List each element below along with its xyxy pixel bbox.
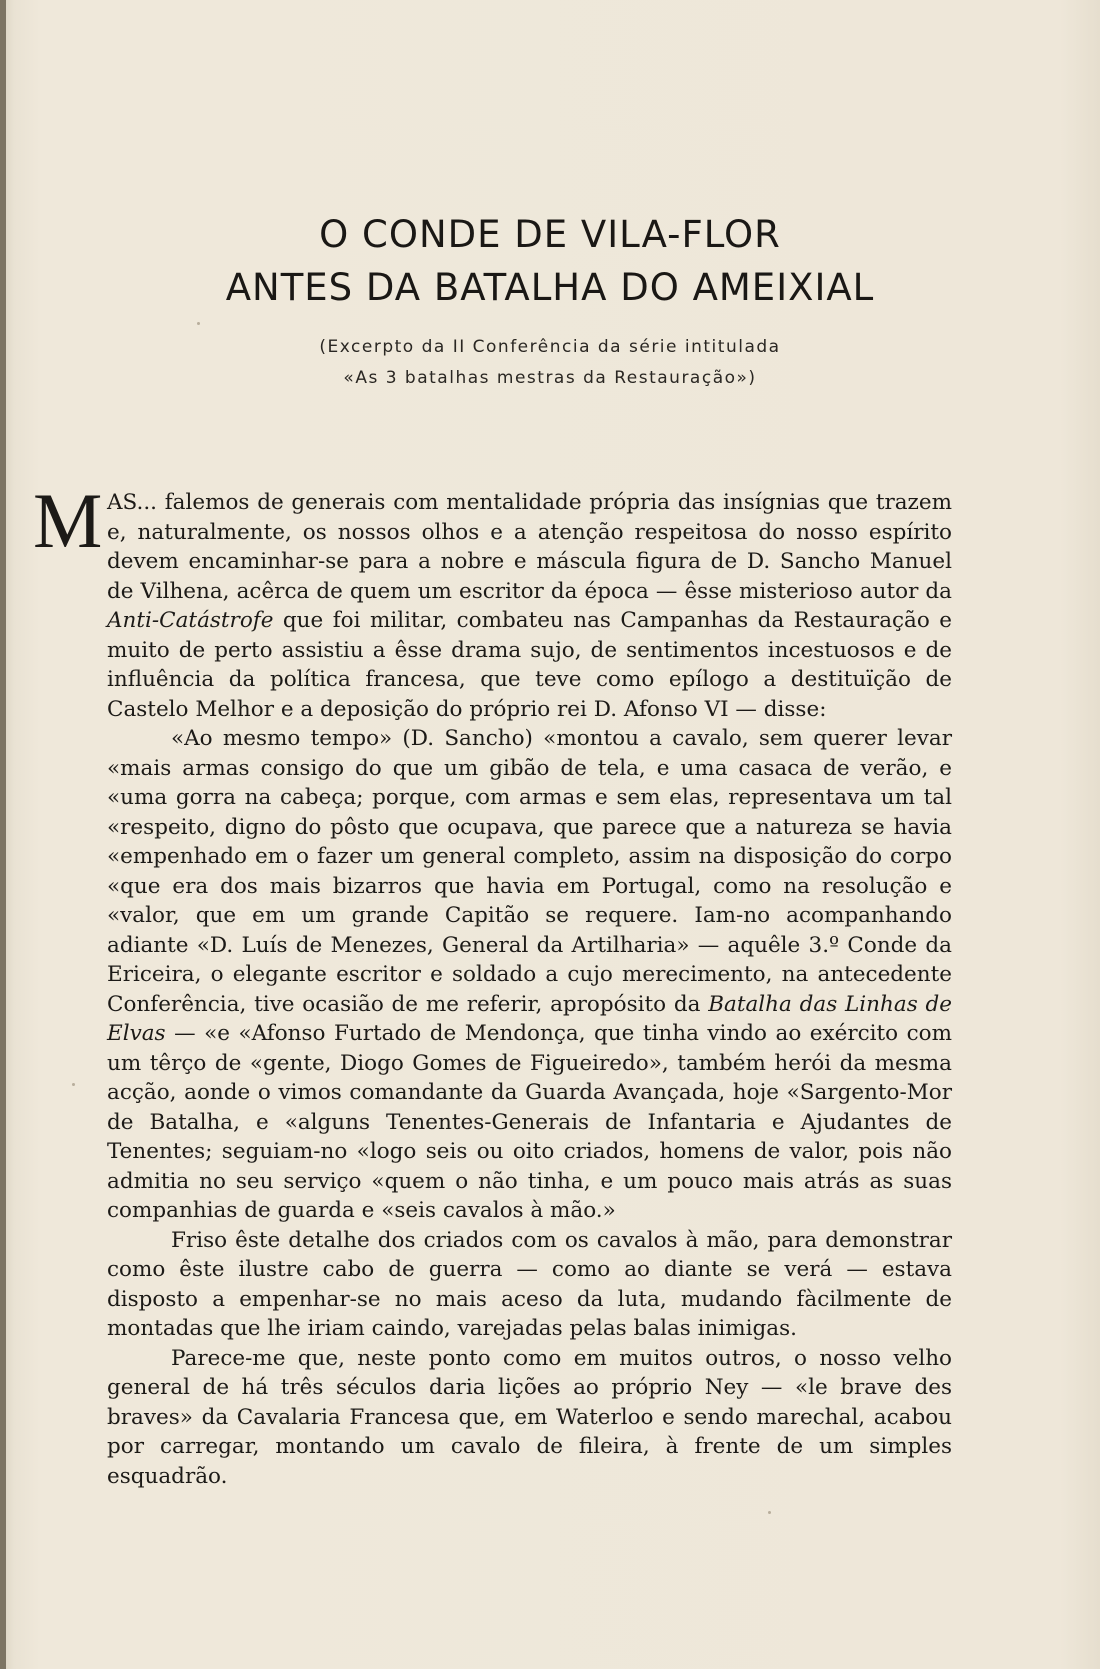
paragraph-1 [33, 477, 952, 724]
paper-speck [768, 1511, 771, 1514]
article-title-line-2: ANTES DA BATALHA DO AMEIXIAL [225, 266, 875, 309]
article-title-line-1: O CONDE DE VILA-FLOR [319, 213, 781, 256]
paragraph-2-italic-title: Batalha das Linhas de Elvas [107, 991, 952, 1046]
paragraph-4: Parece-me que, neste ponto como em muitos outros, o nosso velho general de há três séculos daria lições ao próprio Ney — «le brave des braves» da Cavalaria Francesa que, em Waterloo e sendo marechal, acabou por carregar, montando um cavalo de fileira, à frente de um simples esquadrão. [107, 1345, 952, 1489]
paragraph-2-tail: — «e «Afonso Furtado de Mendonça, que tinha vindo ao exército com um têrço de «gente, Diogo Gomes de Figueiredo», também herói da mesma acção, aonde o vimos comandante da Guarda Avançada, hoje «Sargento-Mor de Batalha, e «alguns Tenentes-Generais de Infantaria e Ajudantes de Tenentes; seguiam-no «logo seis ou oito criados, homens de valor, pois não admitia no seu serviço «quem o não tinha, e um pouco mais atrás as suas companhias de guarda e «seis cavalos à mão.» [107, 1021, 952, 1223]
paper-speck [197, 322, 200, 325]
paragraph-1-lead: AS... falemos de generais com mentalidade própria das insígnias que trazem e, naturalmente, os nossos olhos e a atenção respeitosa do nosso espírito devem encaminhar-se para a nobre e máscula figura de D. Sancho Manuel de Vilhena, acêrca de quem um escritor da época — êsse misterioso autor da [107, 490, 952, 604]
paragraph-1-italic-title: Anti-Catástrofe [107, 608, 274, 633]
paper-speck [72, 1083, 75, 1086]
paragraph-3: Friso êste detalhe dos criados com os cavalos à mão, para demonstrar como êste ilustre cabo de guerra — como ao diante se verá — estava disposto a empenhar-se no mais aceso da luta, mudando fàcilmente de montadas que lhe iriam caindo, varejadas pelas balas inimigas. [107, 1227, 952, 1341]
paragraph-2-lead: «Ao mesmo tempo» (D. Sancho) «montou a cavalo, sem querer levar «mais armas consigo do que um gibão de tela, e uma casaca de verão, e «uma gorra na cabeça; porque, com armas e sem elas, representava um tal «respeito, digno do pôsto que ocupava, que parece que a natureza se havia «empenhado em o fazer um general completo, assim na disposição do corpo «que era dos mais bizarros que havia em Portugal, como na resolução e «valor, que em um grande Capitão se requere. Iam-no acompanhando adiante «D. Luís de Menezes, General da Artilharia» — aquêle 3.º Conde da Ericeira, o elegante escritor e soldado a cujo merecimento, na antecedente Conferência, tive ocasião de me referir, apropósito da [107, 726, 952, 1017]
article-subtitle-line-1: (Excerpto da II Conferência da série intitulada [319, 337, 781, 357]
drop-cap: M [33, 477, 103, 564]
article-subtitle-line-2: «As 3 batalhas mestras da Restauração») [343, 368, 757, 388]
article-body [33, 477, 952, 1491]
paragraph-1-tail: que foi militar, combateu nas Campanhas da Restauração e muito de perto assistiu a êsse drama sujo, de sentimentos incestuosos e de influência da política francesa, que teve como epílogo a destituïção de Castelo Melhor e a deposição do próprio rei D. Afonso VI — disse: [107, 608, 952, 722]
paragraph-2-quotation [107, 724, 952, 1226]
